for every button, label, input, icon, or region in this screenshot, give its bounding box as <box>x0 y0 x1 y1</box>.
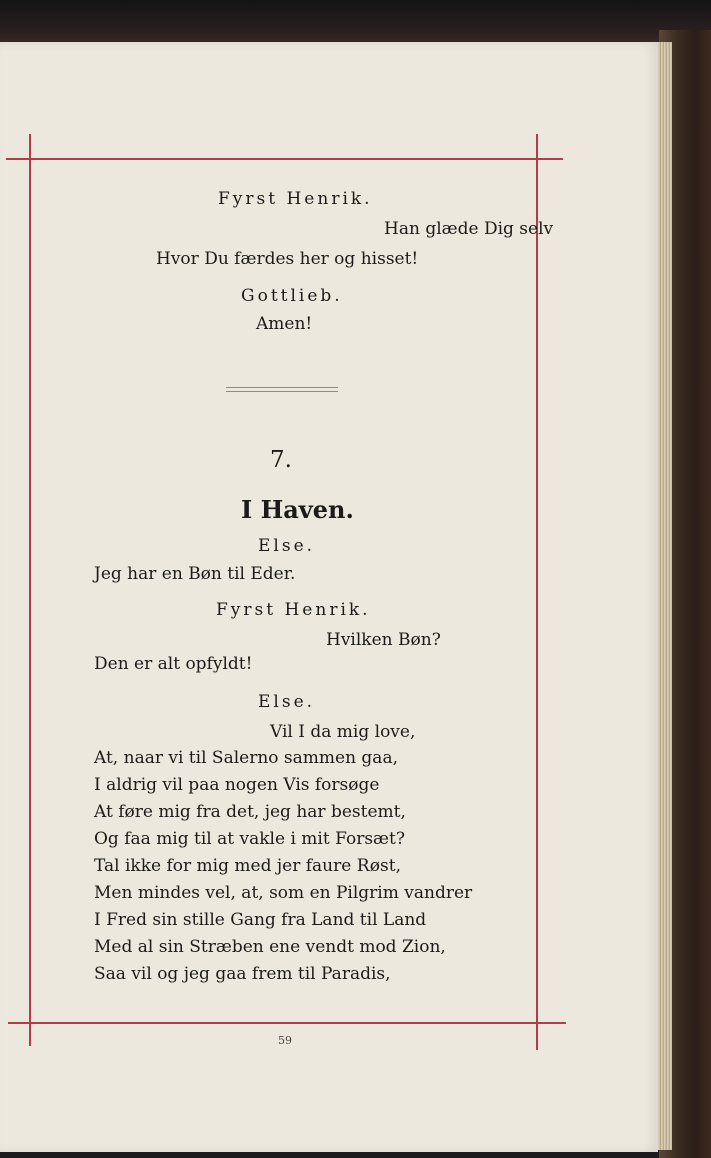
section-number: 7. <box>270 447 292 473</box>
verse-line: Tal ikke for mig med jer faure Røst, <box>94 856 402 876</box>
frame-rule-left <box>29 134 31 1046</box>
verse-line: At føre mig fra det, jeg har bestemt, <box>94 802 406 822</box>
verse-line: I Fred sin stille Gang fra Land til Land <box>94 910 427 930</box>
verse-line: Saa vil og jeg gaa frem til Paradis, <box>94 964 391 984</box>
dialogue-line: Jeg har en Bøn til Eder. <box>94 564 296 584</box>
verse-line: I aldrig vil paa nogen Vis forsøge <box>94 775 380 795</box>
frame-rule-top <box>6 158 563 160</box>
dialogue-line: Hvor Du færdes her og hisset! <box>156 249 419 269</box>
dialogue-line: Amen! <box>256 314 313 334</box>
speaker-heading: Else. <box>258 536 316 556</box>
section-separator <box>226 391 338 392</box>
section-title: I Haven. <box>241 495 354 524</box>
page-number: 59 <box>278 1034 292 1047</box>
book-page <box>0 42 658 1152</box>
dialogue-line: Han glæde Dig selv <box>384 219 554 239</box>
page-stack-edge <box>656 42 672 1150</box>
verse-line: Med al sin Stræben ene vendt mod Zion, <box>94 937 446 957</box>
section-separator <box>226 387 338 388</box>
verse-line: Vil I da mig love, <box>270 722 416 742</box>
frame-rule-right <box>536 134 538 1050</box>
verse-line: At, naar vi til Salerno sammen gaa, <box>94 748 398 768</box>
dialogue-line: Hvilken Bøn? <box>326 630 441 650</box>
frame-rule-bottom <box>8 1022 566 1024</box>
speaker-heading: Else. <box>258 692 316 712</box>
book-binding-top <box>0 0 711 46</box>
speaker-heading: Gottlieb. <box>241 286 343 306</box>
speaker-heading: Fyrst Henrik. <box>216 600 371 620</box>
verse-line: Men mindes vel, at, som en Pilgrim vandrer <box>94 883 473 903</box>
dialogue-line: Den er alt opfyldt! <box>94 654 253 674</box>
speaker-heading: Fyrst Henrik. <box>218 189 373 209</box>
verse-line: Og faa mig til at vakle i mit Forsæt? <box>94 829 405 849</box>
